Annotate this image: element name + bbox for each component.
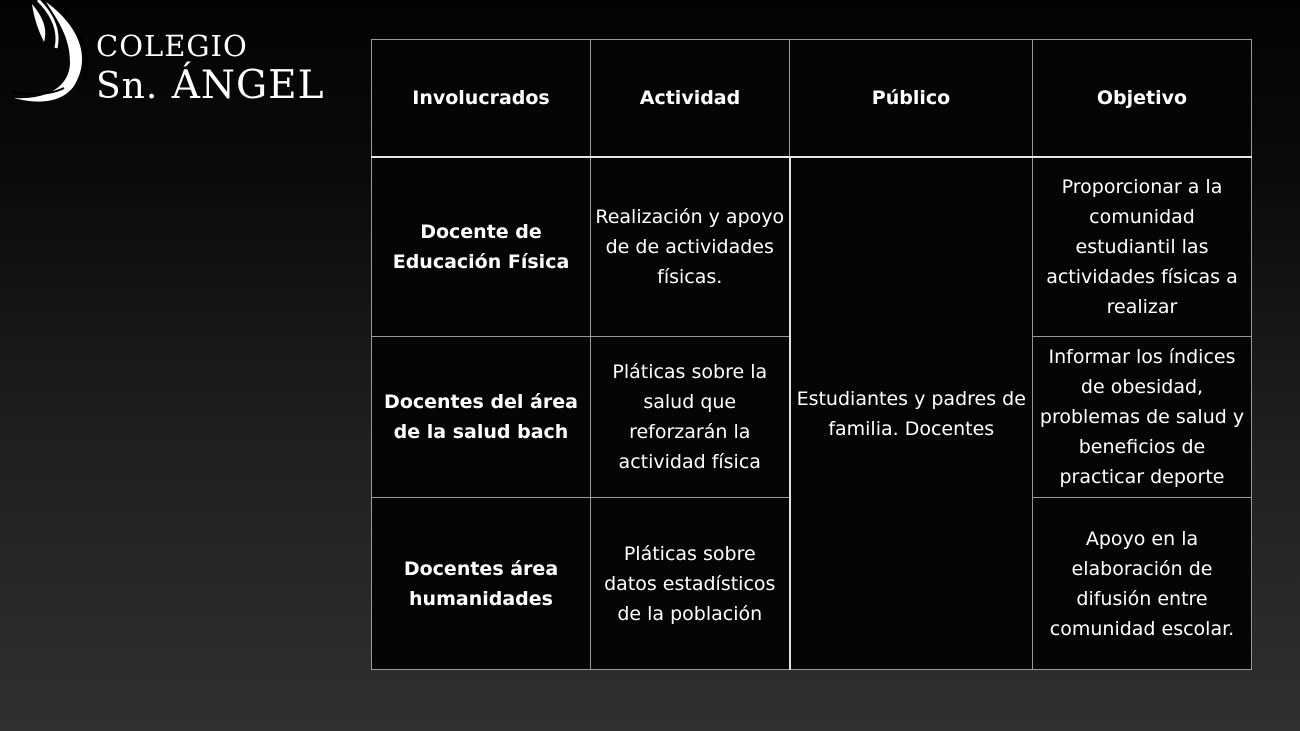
- cell-actividad: Pláticas sobre datos estadísticos de la población: [591, 498, 790, 670]
- header-publico: Público: [790, 40, 1033, 158]
- cell-actividad: Pláticas sobre la salud que reforzarán la actividad física: [591, 337, 790, 498]
- colegio-logo: [8, 0, 328, 112]
- logo-text-sn: Sn.: [96, 66, 159, 107]
- cell-objetivo: Apoyo en la elaboración de difusión entre comunidad escolar.: [1033, 498, 1252, 670]
- table-header-row: [372, 40, 1252, 158]
- activities-table: [371, 39, 1252, 670]
- header-involucrados: Involucrados: [372, 40, 591, 158]
- logo-text-name: [96, 63, 325, 108]
- cell-involucrados: Docentes área humanidades: [372, 498, 591, 670]
- logo-text-colegio: COLEGIO: [96, 29, 248, 63]
- logo-text-angel: ÁNGEL: [171, 63, 325, 108]
- table-row: [372, 157, 1252, 337]
- cell-objetivo: Informar los índices de obesidad, problemas de salud y beneficios de practicar deporte: [1033, 337, 1252, 498]
- cell-actividad: Realización y apoyo de de actividades físicas.: [591, 157, 790, 337]
- cell-publico: Estudiantes y padres de familia. Docentes: [790, 157, 1033, 670]
- flame-logo-icon: [8, 0, 98, 108]
- header-actividad: Actividad: [591, 40, 790, 158]
- header-objetivo: Objetivo: [1033, 40, 1252, 158]
- cell-involucrados: Docente de Educación Física: [372, 157, 591, 337]
- cell-involucrados: Docentes del área de la salud bach: [372, 337, 591, 498]
- cell-objetivo: Proporcionar a la comunidad estudiantil las actividades físicas a realizar: [1033, 157, 1252, 337]
